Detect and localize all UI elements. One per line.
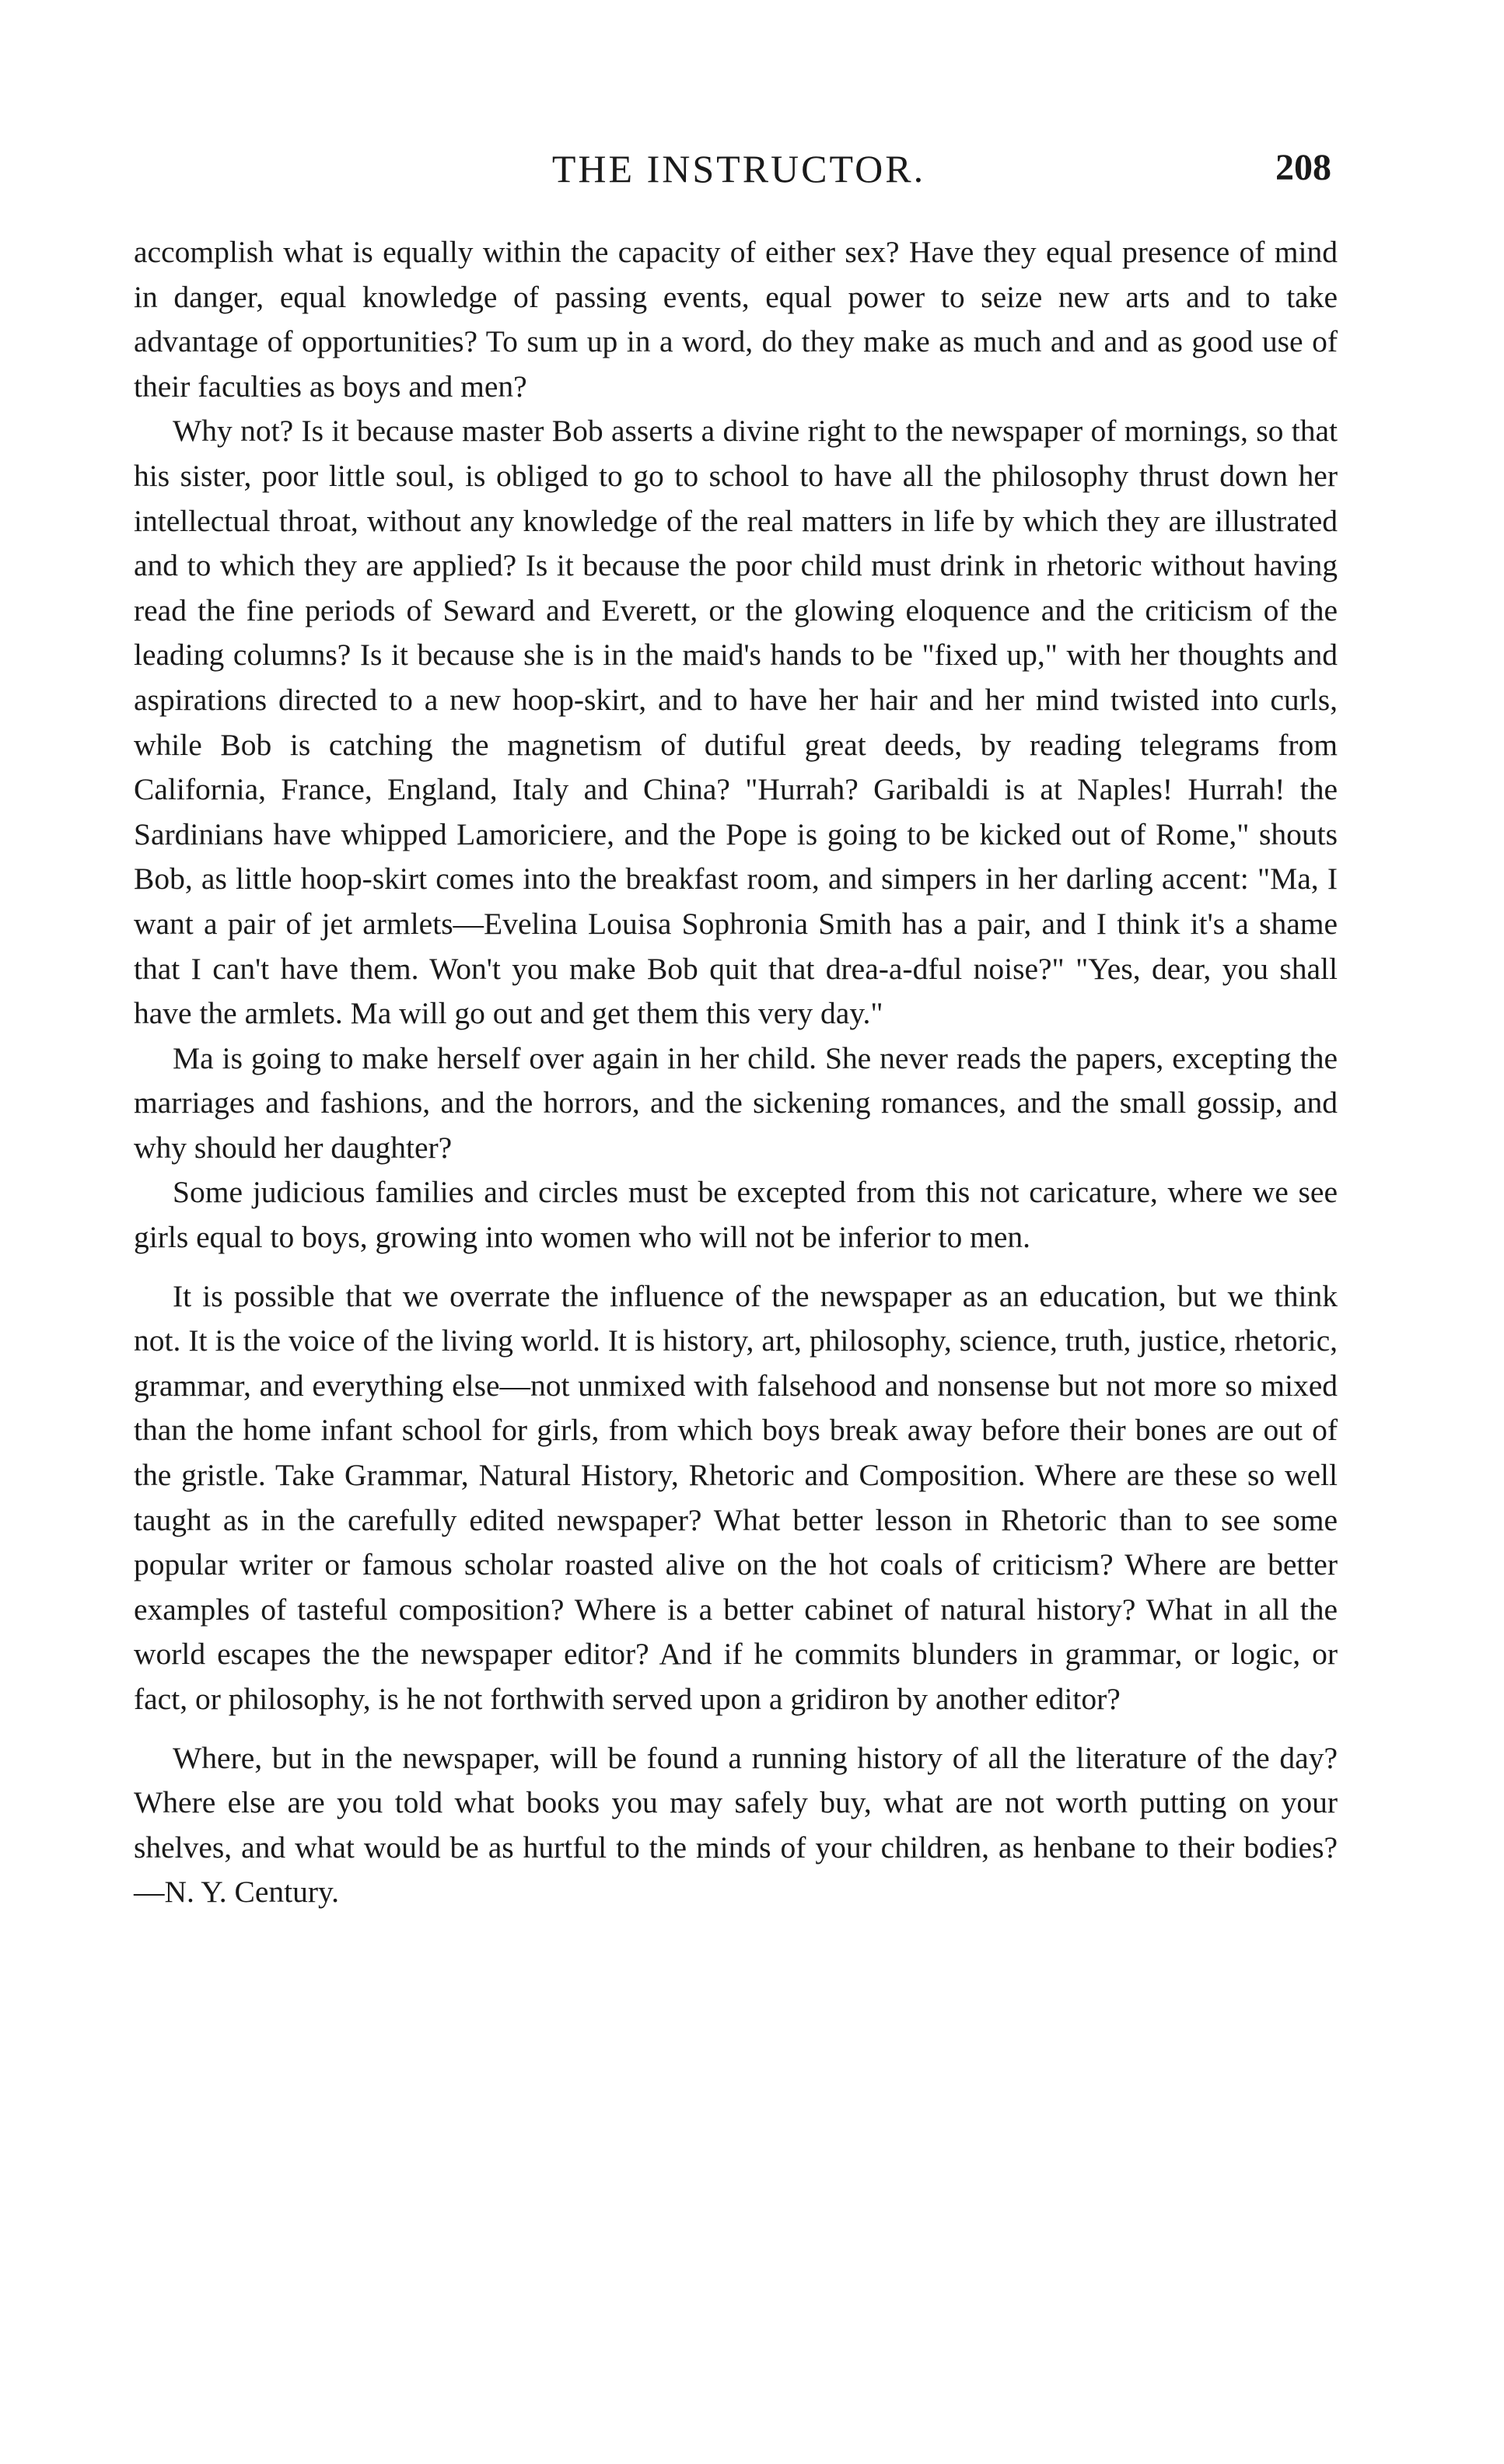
paragraph: Where, but in the newspaper, will be found a running history of all the literature of the day? Where else are you told what books you may safely buy, what are not worth putting on your shelves, and what would be as hurtful to the minds of your children, as henbane to their bodies?—N. Y. Century.	[134, 1740, 1338, 1910]
paragraph: accomplish what is equally within the capacity of either sex? Have they equal presence of mind in danger, equal knowledge of passing events, equal power to seize new arts and to take advantage of opportunities? To sum up in a word, do they make as much and and as good use of their faculties as boys and men?	[134, 235, 1338, 404]
paragraph: Why not? Is it because master Bob asserts a divine right to the newspaper of mornings, so that his sister, poor little soul, is obliged to go to school to have all the philosophy thrust down her intellectual throat, without any knowledge of the real matters in life by which they are illustrated and to which they are applied? Is it because the poor child must drink in rhetoric without having read the fine periods of Seward and Everett, or the glowing eloquence and the criticism of the leading columns? Is it because she is in the maid's hands to be "fixed up," with her thoughts and aspirations directed to a new hoop-skirt, and to have her hair and her mind twisted into curls, while Bob is catching the magnetism of dutiful great deeds, by reading telegrams from California, France, England, Italy and China? "Hurrah? Garibaldi is at Naples! Hurrah! the Sardinians have whipped Lamoriciere, and the Pope is going to be kicked out of Rome," shouts Bob, as little hoop-skirt comes into the breakfast room, and simpers in her darling accent: "Ma, I want a pair of jet armlets—Evelina Louisa Sophronia Smith has a pair, and I think it's a shame that I can't have them. Won't you make Bob quit that drea-a-dful noise?" "Yes, dear, you shall have the armlets. Ma will go out and get them this very day."	[134, 414, 1338, 1031]
page-number: 208	[1275, 147, 1331, 188]
article-body	[134, 230, 1338, 1915]
page-title: THE INSTRUCTOR.	[551, 147, 926, 190]
paragraph: Some judicious families and circles must be excepted from this not caricature, where we see girls equal to boys, growing into women who will not be inferior to men.	[134, 1175, 1338, 1255]
running-header	[132, 146, 1345, 201]
paragraph: Ma is going to make herself over again in her child. She never reads the papers, excepting the marriages and fashions, and the horrors, and the sickening romances, and the small gossip, and why should her daughter?	[134, 1040, 1338, 1165]
paragraph: It is possible that we overrate the influence of the newspaper as an education, but we think not. It is the voice of the living world. It is history, art, philosophy, science, truth, justice, rhetoric, grammar, and everything else—not unmixed with falsehood and nonsense but not more so mixed than the home infant school for girls, from which boys break away before their bones are out of the gristle. Take Grammar, Natural History, Rhetoric and Composition. Where are these so well taught as in the carefully edited newspaper? What better lesson in Rhetoric than to see some popular writer or famous scholar roasted alive on the hot coals of criticism? Where are better examples of tasteful composition? Where is a better cabinet of natural history? What in all the world escapes the the newspaper editor? And if he commits blunders in grammar, or logic, or fact, or philosophy, is he not forthwith served upon a gridiron by another editor?	[134, 1278, 1338, 1716]
